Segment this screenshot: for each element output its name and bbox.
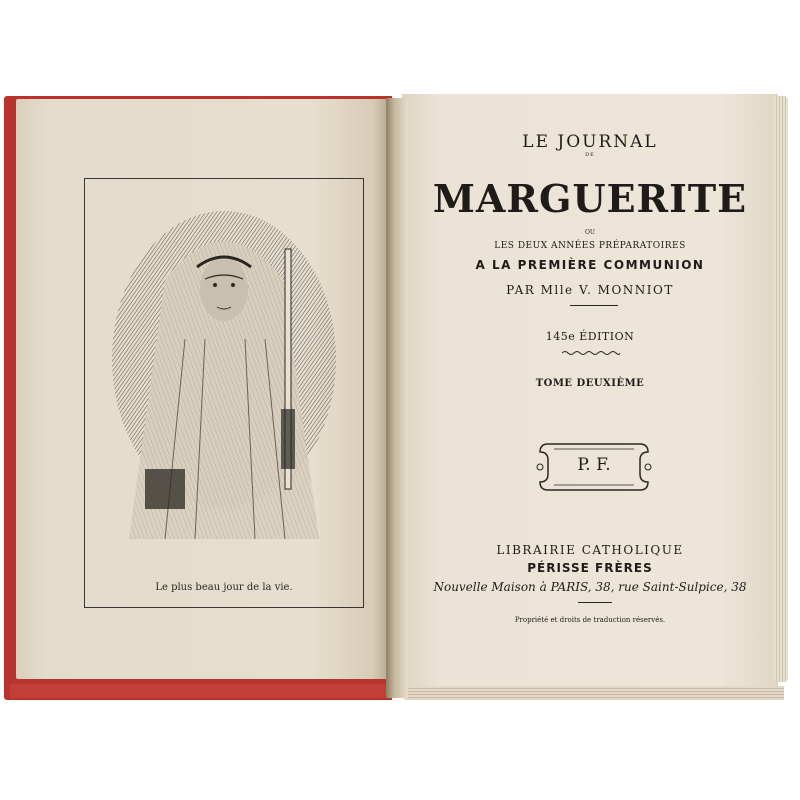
frontispiece-caption: Le plus beau jour de la vie.: [155, 582, 293, 593]
cover-bottom-edge: [10, 684, 394, 698]
publisher-line2: PÉRISSE FRÈRES: [527, 561, 653, 575]
engraving-illustration: [105, 209, 343, 557]
title-line-journal: LE JOURNAL: [522, 132, 658, 152]
subtitle-line1: LES DEUX ANNÉES PRÉPARATOIRES: [494, 241, 686, 251]
publisher-address: Nouvelle Maison à PARIS, 38, rue Saint-Sulpice, 38: [433, 580, 747, 594]
tome-line: TOME DEUXIÈME: [535, 378, 645, 389]
rights-notice: Propriété et droits de traduction réservés.: [514, 616, 666, 624]
wavy-rule: [562, 350, 620, 356]
title-line-de: DE: [585, 152, 595, 158]
author-line: PAR Mlle V. MONNIOT: [506, 283, 674, 297]
publisher-mark: P. F.: [577, 455, 611, 475]
book-title: MARGUERITE: [432, 176, 748, 221]
address-rule: [578, 602, 612, 603]
title-ou: OU: [585, 229, 595, 236]
publisher-line1: LIBRAIRIE CATHOLIQUE: [496, 543, 684, 557]
page-edges-bottom: [404, 686, 784, 700]
divider-rule: [570, 305, 618, 306]
edition-line: 145e ÉDITION: [545, 330, 635, 343]
frontispiece-plate: [84, 178, 364, 608]
subtitle-line2: A LA PREMIÈRE COMMUNION: [475, 258, 705, 272]
